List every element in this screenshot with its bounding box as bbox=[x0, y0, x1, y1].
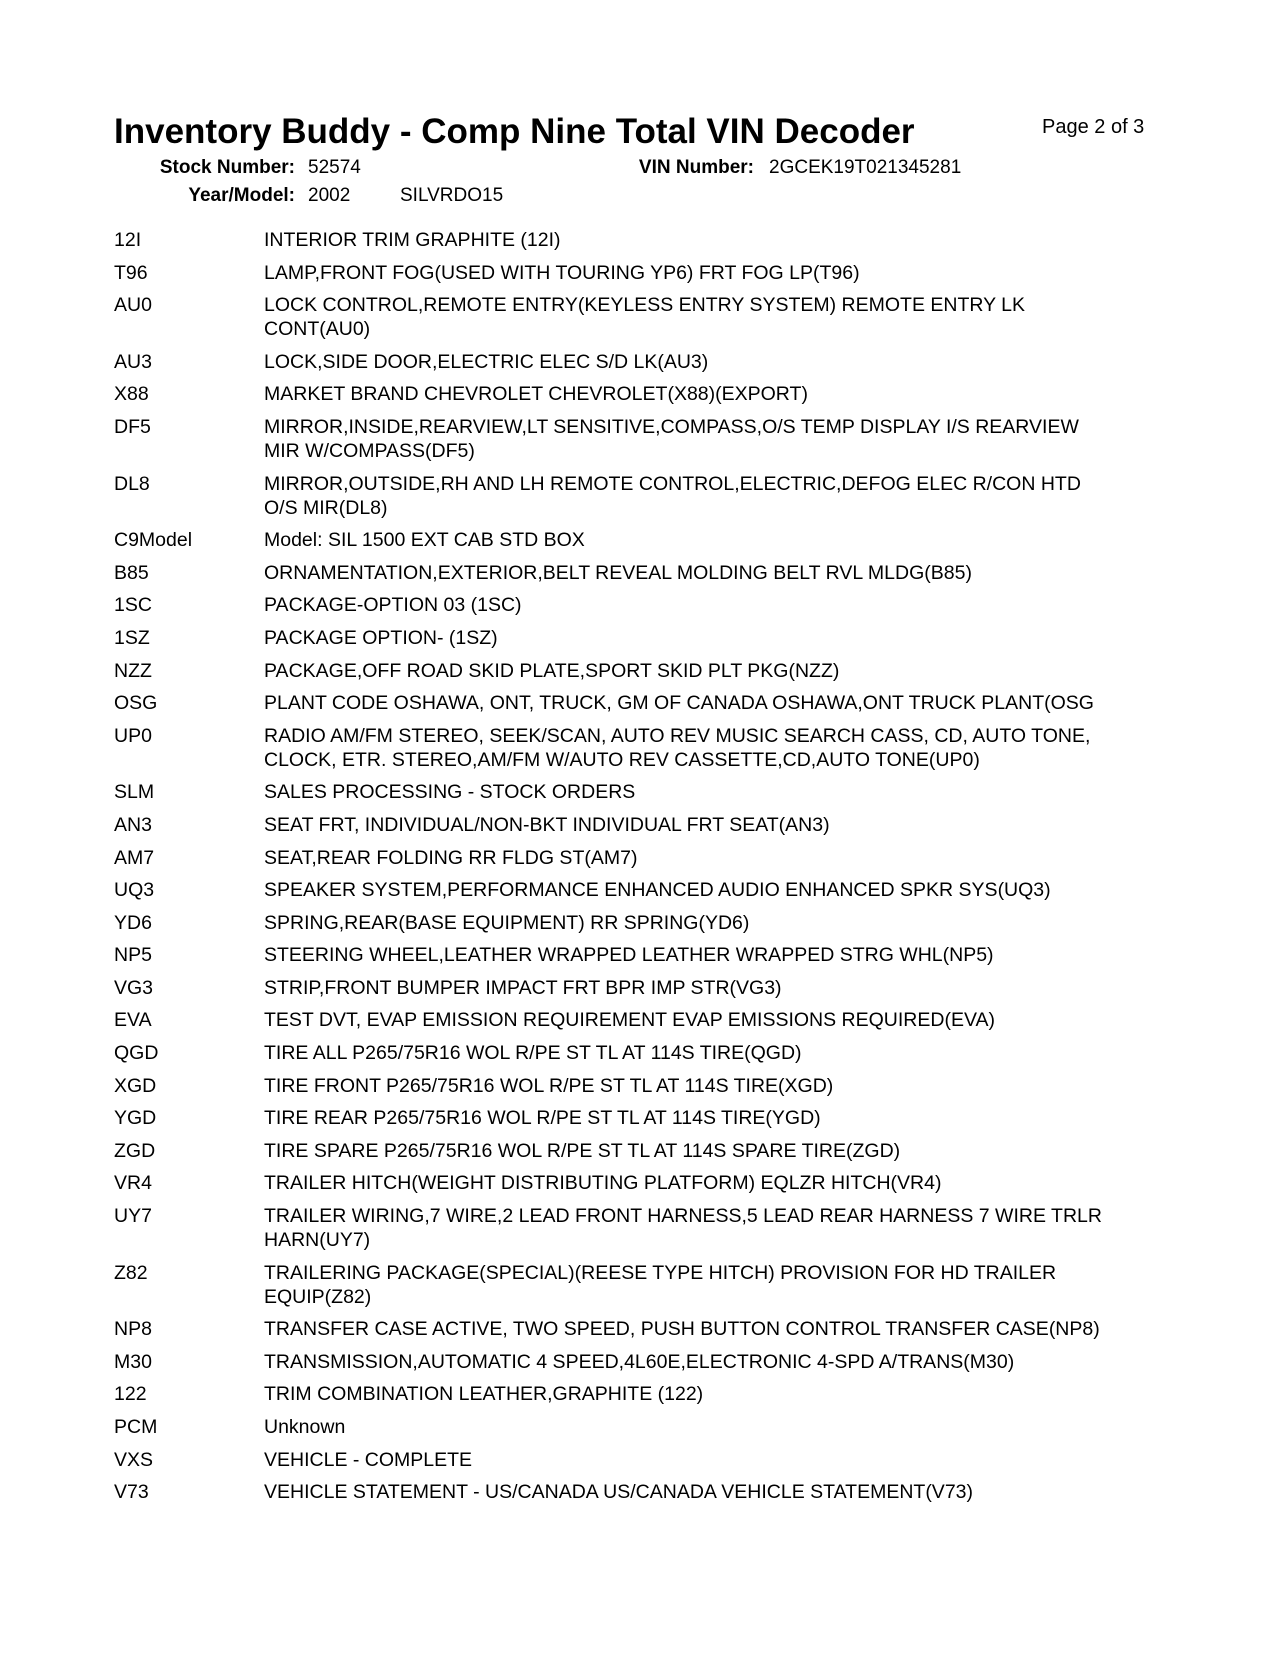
option-code-list bbox=[114, 228, 1174, 1513]
option-description: SPEAKER SYSTEM,PERFORMANCE ENHANCED AUDIO ENHANCED SPKR SYS(UQ3) bbox=[264, 879, 1051, 902]
option-description: Unknown bbox=[264, 1416, 346, 1438]
option-description: LOCK,SIDE DOOR,ELECTRIC ELEC S/D LK(AU3) bbox=[264, 350, 709, 373]
list-item bbox=[114, 976, 1174, 1000]
list-item bbox=[114, 528, 1174, 552]
option-description: TEST DVT, EVAP EMISSION REQUIREMENT EVAP EMISSIONS REQUIRED(EVA) bbox=[264, 1009, 996, 1032]
option-code: PCM bbox=[114, 1416, 158, 1438]
option-description: SEAT FRT, INDIVIDUAL/NON-BKT INDIVIDUAL FRT SEAT(AN3) bbox=[264, 813, 830, 836]
list-item bbox=[114, 1480, 1174, 1504]
option-description: SPRING,REAR(BASE EQUIPMENT) RR SPRING(YD6) bbox=[264, 911, 750, 934]
vin-number-value: 2GCEK19T021345281 bbox=[769, 157, 962, 178]
option-code: VXS bbox=[114, 1448, 154, 1471]
option-description: INTERIOR TRIM GRAPHITE (12I) bbox=[264, 229, 561, 251]
option-description: PLANT CODE OSHAWA, ONT, TRUCK, GM OF CANADA OSHAWA,ONT TRUCK PLANT(OSG bbox=[264, 692, 1094, 715]
option-code: B85 bbox=[114, 561, 149, 584]
option-description: TRIM COMBINATION LEATHER,GRAPHITE (122) bbox=[264, 1383, 704, 1406]
option-description: TIRE SPARE P265/75R16 WOL R/PE ST TL AT 114S SPARE TIRE(ZGD) bbox=[264, 1139, 901, 1162]
list-item bbox=[114, 1008, 1174, 1032]
option-description: SEAT,REAR FOLDING RR FLDG ST(AM7) bbox=[264, 846, 638, 869]
list-item bbox=[114, 472, 1174, 520]
option-description: TIRE REAR P265/75R16 WOL R/PE ST TL AT 114S TIRE(YGD) bbox=[264, 1107, 821, 1130]
option-code: NZZ bbox=[114, 659, 152, 682]
list-item bbox=[114, 846, 1174, 870]
option-code: UY7 bbox=[114, 1205, 152, 1228]
option-description: LOCK CONTROL,REMOTE ENTRY(KEYLESS ENTRY SYSTEM) REMOTE ENTRY LK CONT(AU0) bbox=[264, 294, 1026, 341]
option-code: V73 bbox=[114, 1481, 149, 1504]
list-item bbox=[114, 228, 1174, 252]
option-code: XGD bbox=[114, 1074, 157, 1097]
list-item bbox=[114, 293, 1174, 341]
document-title: Inventory Buddy - Comp Nine Total VIN Decoder bbox=[114, 112, 915, 151]
option-description: ORNAMENTATION,EXTERIOR,BELT REVEAL MOLDING BELT RVL MLDG(B85) bbox=[264, 561, 972, 584]
option-description: VEHICLE STATEMENT - US/CANADA US/CANADA VEHICLE STATEMENT(V73) bbox=[264, 1481, 973, 1504]
list-item bbox=[114, 1350, 1174, 1374]
list-item bbox=[114, 1415, 1174, 1439]
page-number: Page 2 of 3 bbox=[1042, 116, 1145, 138]
option-description: TIRE ALL P265/75R16 WOL R/PE ST TL AT 114S TIRE(QGD) bbox=[264, 1042, 802, 1065]
option-description: MIRROR,INSIDE,REARVIEW,LT SENSITIVE,COMPASS,O/S TEMP DISPLAY I/S REARVIEW MIR W/COMPASS(DF5) bbox=[264, 415, 1079, 462]
list-item bbox=[114, 382, 1174, 406]
option-description: TRANSMISSION,AUTOMATIC 4 SPEED,4L60E,ELECTRONIC 4-SPD A/TRANS(M30) bbox=[264, 1350, 1015, 1373]
vin-number-label: VIN Number: bbox=[638, 157, 754, 178]
list-item bbox=[114, 593, 1174, 617]
list-item bbox=[114, 943, 1174, 967]
year-model-label: Year/Model: bbox=[188, 185, 295, 206]
option-description: TIRE FRONT P265/75R16 WOL R/PE ST TL AT 114S TIRE(XGD) bbox=[264, 1074, 834, 1097]
option-code: 1SZ bbox=[114, 626, 150, 649]
option-code: DF5 bbox=[114, 415, 151, 438]
option-description: MARKET BRAND CHEVROLET CHEVROLET(X88)(EXPORT) bbox=[264, 383, 808, 406]
option-code: UP0 bbox=[114, 724, 152, 747]
list-item bbox=[114, 626, 1174, 650]
option-code: NP5 bbox=[114, 944, 152, 967]
option-description: PACKAGE OPTION- (1SZ) bbox=[264, 626, 498, 649]
stock-number-label: Stock Number: bbox=[159, 157, 295, 178]
option-code: ZGD bbox=[114, 1139, 156, 1162]
option-code: SLM bbox=[114, 781, 155, 804]
option-description: PACKAGE,OFF ROAD SKID PLATE,SPORT SKID PLT PKG(NZZ) bbox=[264, 659, 840, 682]
list-item bbox=[114, 561, 1174, 585]
list-item bbox=[114, 1204, 1174, 1252]
list-item bbox=[114, 878, 1174, 902]
list-item bbox=[114, 261, 1174, 285]
model-value: SILVRDO15 bbox=[400, 185, 504, 206]
option-description: TRAILER WIRING,7 WIRE,2 LEAD FRONT HARNESS,5 LEAD REAR HARNESS 7 WIRE TRLR HARN(UY7) bbox=[264, 1205, 1102, 1252]
option-code: C9Model bbox=[114, 529, 193, 552]
list-item bbox=[114, 350, 1174, 374]
option-code: VG3 bbox=[114, 976, 154, 999]
list-item bbox=[114, 691, 1174, 715]
list-item bbox=[114, 1106, 1174, 1130]
option-code: VR4 bbox=[114, 1172, 152, 1195]
option-code: OSG bbox=[114, 692, 158, 715]
list-item bbox=[114, 724, 1174, 772]
option-code: DL8 bbox=[114, 472, 150, 495]
list-item bbox=[114, 1074, 1174, 1098]
option-description: MIRROR,OUTSIDE,RH AND LH REMOTE CONTROL,ELECTRIC,DEFOG ELEC R/CON HTD O/S MIR(DL8) bbox=[264, 472, 1081, 519]
list-item bbox=[114, 1317, 1174, 1341]
option-code: NP8 bbox=[114, 1318, 152, 1341]
list-item bbox=[114, 1139, 1174, 1163]
option-description: TRAILER HITCH(WEIGHT DISTRIBUTING PLATFORM) EQLZR HITCH(VR4) bbox=[264, 1172, 942, 1195]
option-code: 122 bbox=[114, 1383, 147, 1406]
option-code: AN3 bbox=[114, 813, 152, 836]
option-code: 1SC bbox=[114, 594, 152, 617]
option-description: STEERING WHEEL,LEATHER WRAPPED LEATHER WRAPPED STRG WHL(NP5) bbox=[264, 944, 994, 967]
option-code: AM7 bbox=[114, 846, 155, 869]
option-code: T96 bbox=[114, 261, 148, 284]
option-description: STRIP,FRONT BUMPER IMPACT FRT BPR IMP STR(VG3) bbox=[264, 976, 782, 999]
list-item bbox=[114, 1382, 1174, 1406]
option-code: M30 bbox=[114, 1350, 152, 1373]
list-item bbox=[114, 780, 1174, 804]
list-item bbox=[114, 1448, 1174, 1472]
option-code: AU0 bbox=[114, 294, 152, 317]
list-item bbox=[114, 659, 1174, 683]
option-code: X88 bbox=[114, 383, 149, 406]
option-description: TRANSFER CASE ACTIVE, TWO SPEED, PUSH BUTTON CONTROL TRANSFER CASE(NP8) bbox=[264, 1318, 1100, 1341]
option-description: RADIO AM/FM STEREO, SEEK/SCAN, AUTO REV MUSIC SEARCH CASS, CD, AUTO TONE, CLOCK, ETR. STEREO,AM/FM W/AUTO REV CASSETTE,CD,AUTO TONE(UP0) bbox=[264, 724, 1091, 771]
option-description: VEHICLE - COMPLETE bbox=[264, 1448, 473, 1471]
option-code: 12I bbox=[114, 229, 142, 251]
year-value: 2002 bbox=[308, 185, 351, 206]
option-code: YGD bbox=[114, 1107, 157, 1130]
list-item bbox=[114, 1171, 1174, 1195]
list-item bbox=[114, 813, 1174, 837]
option-description: SALES PROCESSING - STOCK ORDERS bbox=[264, 781, 636, 804]
option-code: UQ3 bbox=[114, 879, 155, 902]
stock-number-value: 52574 bbox=[308, 157, 361, 178]
option-description: LAMP,FRONT FOG(USED WITH TOURING YP6) FRT FOG LP(T96) bbox=[264, 261, 860, 284]
list-item bbox=[114, 1041, 1174, 1065]
list-item bbox=[114, 1261, 1174, 1309]
list-item bbox=[114, 415, 1174, 463]
option-code: AU3 bbox=[114, 350, 152, 373]
option-code: Z82 bbox=[114, 1261, 148, 1284]
option-description: TRAILERING PACKAGE(SPECIAL)(REESE TYPE HITCH) PROVISION FOR HD TRAILER EQUIP(Z82) bbox=[264, 1261, 1057, 1308]
option-description: PACKAGE-OPTION 03 (1SC) bbox=[264, 594, 522, 617]
option-code: YD6 bbox=[114, 911, 152, 934]
option-description: Model: SIL 1500 EXT CAB STD BOX bbox=[264, 529, 585, 552]
list-item bbox=[114, 911, 1174, 935]
option-code: EVA bbox=[114, 1009, 152, 1032]
option-code: QGD bbox=[114, 1042, 159, 1065]
